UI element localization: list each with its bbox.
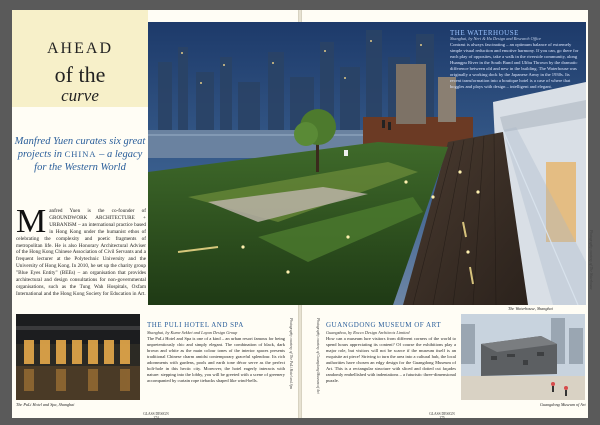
gm-caption: Guangdong Museum of Art: [540, 402, 586, 407]
gm-body: How can a museum lure visitors from different corners of the world to spend hours appreciating its content? Of course the exhibitions play a major role, but visitors will not be scarce if the museum itself is an exquisite art piece! Striving to turn the area into a cultural hub, the local authorities have chosen an edgy design for the Guangdong Museum of Art. This is a rectangular structure with sliced and dotted cut façades randomly embellished with indentations – a futuristic three-dimensional puzzle.: [326, 336, 456, 383]
intro-paragraph: [16, 203, 146, 298]
waterhouse-text-block: [450, 30, 580, 90]
puli-title-text: THE PULI HOTEL AND SPA: [147, 321, 244, 329]
hero-photo-credit: Photography courtesy of The Waterhouse: [589, 230, 593, 290]
drop-cap: M: [16, 203, 47, 240]
waterhouse-subtitle: Shanghai, by Neri & Hu Design and Research Office: [450, 36, 542, 41]
puli-hotel-photo: [16, 314, 140, 400]
right-folio: [422, 412, 462, 420]
left-folio: [136, 412, 176, 420]
right-page-number: 175: [439, 416, 445, 420]
guangdong-museum-photo: [461, 314, 585, 400]
puli-body: The PuLi Hotel and Spa is one of a kind – an urban resort famous for being unpretentiously chic and simply elegant. The combination of black, dark brown and white as the main colour tones of the interior spaces presents traditional Chinese charm amidst contemporary graceful splendour. Its rich adornments with gardens, pools and earth tone décor serve as the perfect bolt-hole in this hectic city. Moreover, the hotel eagerly interacts with nature: stepping into the lobby, you will be greeted with a scene of greenery accompanied by curtain rope tiebacks shaped like wind-bells.: [147, 336, 285, 383]
headline-line-1: AHEAD: [47, 40, 113, 57]
right-folio-brand: GLASS DESIGN: [429, 412, 455, 416]
headline-line-2: of the: [54, 62, 106, 87]
puli-caption: The PuLi Hotel and Spa, Shanghai: [16, 402, 75, 407]
puli-subtitle: Shanghai, by Kume Sekkei and Layan Design Group: [147, 330, 238, 335]
puli-photo-credit: Photography courtesy of The PuLi Hotel and Spa: [289, 318, 293, 390]
waterhouse-title: THE WATERHOUSE: [450, 29, 519, 37]
left-folio-brand: GLASS DESIGN: [143, 412, 169, 416]
left-page-number: 174: [153, 416, 159, 420]
gm-photo-credit: Photography courtesy of Guangdong Museum of Art: [316, 318, 320, 394]
puli-title: [147, 321, 244, 329]
hero-caption: The Waterhouse, Shanghai: [508, 306, 553, 311]
article-deck: [12, 135, 148, 174]
deck-text-after: – a legacy for the Western World: [34, 149, 143, 173]
headline-box: [12, 10, 148, 107]
gm-title-text: GUANGDONG MUSEUM OF ART: [326, 321, 442, 329]
gm-subtitle: Guangzhou, by Rocco Design Architects Limited: [326, 330, 410, 335]
deck-smallcaps: CHINA: [64, 149, 97, 159]
headline-line-3: curve: [61, 86, 99, 105]
gm-title: [326, 321, 441, 329]
deck-text: Manfred Yuen curates six great projects in: [14, 136, 146, 160]
waterhouse-body: Contrast is always fascinating – an optimum balance of extremely simple visual reduction and emotive harmony. If you can, go there for each play of opposites, take a walk in the riverside community, along Huangpu River in the South Bund and Ulibu Thrown by the dramatic difference between old and new in the building. The Waterhouse was originally a working dock by the Japanese Army in the 1930s. Its recent transformation into a boutique hotel is a case of where that boggles and plays with design – intelligent and elegant.: [450, 42, 579, 89]
intro-text: anfred Yuen is the co-founder of GROUNDWORK ARCHITECTURE + URBANISM – an international practice based in Hong Kong under the humanist ethos of celebrating the complexity and poetic fragments of metropolitan life. He is also Honorary Architectural Adviser of the Hong Kong Chinese Association of Civil Servants and a frequent lecturer at the Polytechnic University and the University of Hong Kong. In 2010, he set up the charity group "Blue Eyes Entity" (BEEs) – an organisation that provides architectural and design consultations for non-governmental organisations, such as the Tung Wah Hospitals, Oxfam International and the Hong Kong Society for Education in Art.: [16, 208, 146, 297]
